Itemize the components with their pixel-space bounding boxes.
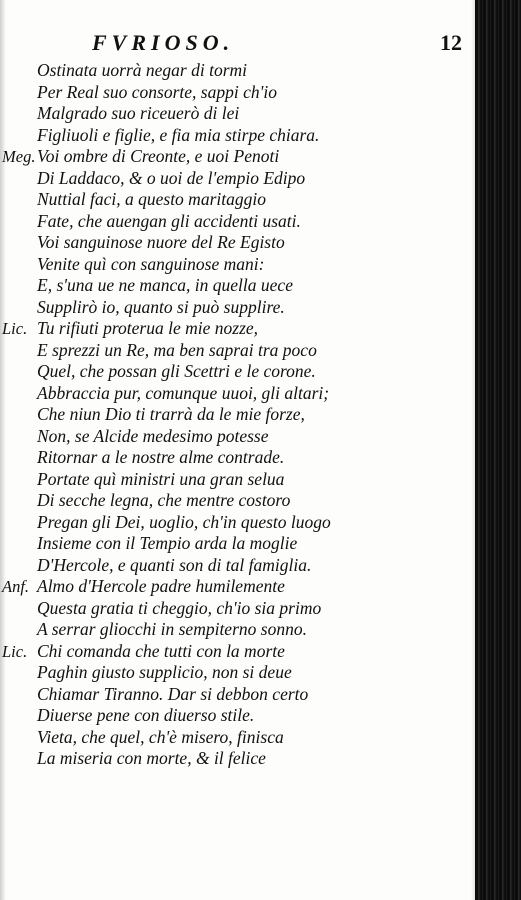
verse-line-text: Fate, che auengan gli accidenti usati.: [37, 210, 301, 231]
verse-line: [0, 146, 470, 168]
verse-line-text: Chi comanda che tutti con la morte: [37, 640, 285, 661]
verse-line-text: Ritornar a le nostre alme contrade.: [37, 447, 285, 467]
verse-line-text: D'Hercole, e quanti son di tal famiglia.: [37, 554, 312, 575]
verse-line-text: Paghin giusto supplicio, non si deue: [37, 662, 292, 682]
verse-line-text: Nuttial faci, a questo maritaggio: [37, 189, 266, 209]
verse-line: [0, 340, 470, 362]
verse-line: [0, 705, 470, 727]
verse-line: [0, 103, 470, 125]
verse-line-text: Di secche legna, che mentre costoro: [37, 490, 291, 510]
verse-line: [0, 662, 470, 684]
speaker-label: Meg.: [2, 147, 36, 166]
verse-line-text: Non, se Alcide medesimo potesse: [37, 425, 269, 446]
verse-line: [0, 318, 470, 340]
verse-line-text: Pregan gli Dei, uoglio, ch'in questo luogo: [37, 511, 331, 532]
verse-line-text: Chiamar Tiranno. Dar si debbon certo: [37, 683, 309, 704]
verse-line: [0, 383, 470, 405]
verse-line: [0, 512, 470, 534]
verse-line-text: Di Laddaco, & o uoi de l'empio Edipo: [37, 167, 306, 188]
verse-line-text: Supplirò io, quanto si può supplire.: [37, 296, 285, 317]
verse-line: [0, 533, 470, 555]
verse-line: [0, 404, 470, 426]
verse-line: [0, 555, 470, 577]
running-title: FVRIOSO.: [92, 30, 235, 55]
verse-line-text: Voi sanguinose nuore del Re Egisto: [37, 232, 285, 252]
running-header: [92, 30, 462, 58]
verse-line: [0, 641, 470, 663]
verse-line: [0, 254, 470, 276]
verse-line-text: Almo d'Hercole padre humilemente: [37, 576, 285, 596]
verse-line: [0, 82, 470, 104]
speaker-label: Lic.: [2, 641, 28, 661]
verse-line-text: Per Real suo consorte, sappi ch'io: [37, 81, 277, 102]
verse-line: [0, 619, 470, 641]
verse-line: [0, 275, 470, 297]
verse-line-text: Venite quì con sanguinose mani:: [37, 253, 265, 274]
verse-line-text: Abbraccia pur, comunque uuoi, gli altari;: [37, 382, 330, 403]
verse-line-text: Insieme con il Tempio arda la moglie: [37, 533, 298, 553]
verse-line-text: Malgrado suo riceuerò di lei: [37, 103, 240, 123]
verse-line: [0, 189, 470, 211]
verse-line: [0, 232, 470, 254]
verse-line: [0, 684, 470, 706]
verse-line: [0, 168, 470, 190]
verse-line: [0, 361, 470, 383]
verse-line-text: Portate quì ministri una gran selua: [37, 468, 285, 489]
verse-line: [0, 211, 470, 233]
verse-line-text: A serrar gliocchi in sempiterno sonno.: [37, 619, 307, 639]
verse-line-text: Vieta, che quel, ch'è misero, finisca: [37, 726, 284, 747]
verse-text: [0, 60, 470, 770]
verse-line-text: E, s'una ue ne manca, in quella uece: [37, 275, 293, 295]
verse-line: [0, 748, 470, 770]
verse-line: [0, 447, 470, 469]
speaker-label: Lic.: [2, 319, 28, 338]
book-edge: [475, 0, 521, 900]
verse-line-text: Questa gratia ti cheggio, ch'io sia primo: [37, 597, 322, 618]
verse-line-text: La miseria con morte, & il felice: [37, 748, 266, 768]
verse-line-text: Ostinata uorrà negar di tormi: [37, 60, 248, 80]
verse-line: [0, 469, 470, 491]
verse-line-text: Voi ombre di Creonte, e uoi Penoti: [37, 146, 280, 166]
verse-line-text: Diuerse pene con diuerso stile.: [37, 705, 255, 725]
verse-line-text: Quel, che possan gli Scettri e le corone.: [37, 361, 316, 381]
verse-line-text: Che niun Dio ti trarrà da le mie forze,: [37, 404, 305, 424]
verse-line: [0, 490, 470, 512]
verse-line: [0, 125, 470, 147]
verse-line: [0, 426, 470, 448]
verse-line: [0, 60, 470, 82]
verse-line-text: E sprezzi un Re, ma ben saprai tra poco: [37, 339, 317, 360]
verse-line-text: Tu rifiuti proterua le mie nozze,: [37, 318, 259, 338]
verse-line: [0, 598, 470, 620]
speaker-label: Anf.: [2, 577, 30, 596]
verse-line: [0, 727, 470, 749]
verse-line: [0, 576, 470, 598]
verse-line: [0, 297, 470, 319]
page-number: 12: [440, 30, 462, 55]
verse-line-text: Figliuoli e figlie, e fia mia stirpe chiara.: [37, 124, 320, 145]
